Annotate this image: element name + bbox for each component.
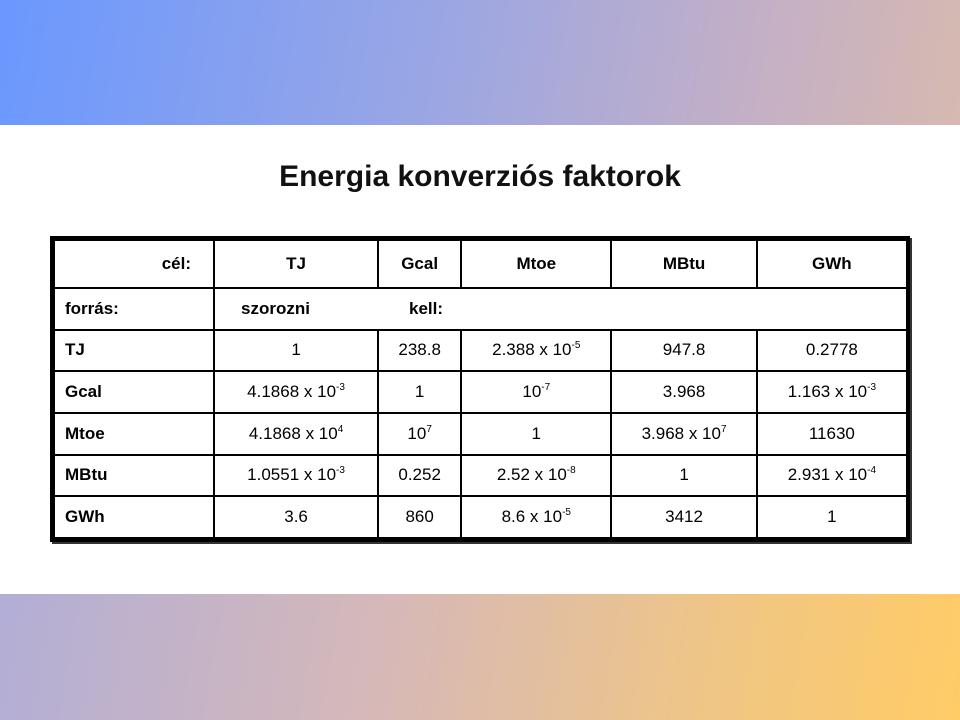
cell-exponent: -7 bbox=[541, 382, 551, 394]
table-cell bbox=[214, 413, 378, 455]
table-cell bbox=[378, 413, 461, 455]
table-row bbox=[54, 330, 907, 372]
cell-exponent: -4 bbox=[867, 465, 877, 477]
table-row bbox=[54, 413, 907, 455]
cell-value: 1.0551 x 10 bbox=[247, 465, 337, 485]
table-cell bbox=[757, 496, 907, 538]
table-cell bbox=[757, 371, 907, 413]
row-label-cell: GWh bbox=[54, 496, 214, 538]
table-cell bbox=[378, 455, 461, 497]
cell-value: 1 bbox=[679, 465, 689, 485]
header-cell-gcal: Gcal bbox=[378, 240, 461, 288]
header-cell-mbtu: MBtu bbox=[611, 240, 756, 288]
header-cell-gwh: GWh bbox=[757, 240, 907, 288]
cell-value: 2.388 x 10 bbox=[492, 340, 572, 360]
table-cell bbox=[757, 455, 907, 497]
cell-exponent: -3 bbox=[336, 465, 345, 477]
cell-value: 2.931 x 10 bbox=[787, 465, 868, 485]
table-cell bbox=[461, 455, 611, 497]
table-cell bbox=[214, 330, 378, 372]
cell-value: 238.8 bbox=[398, 340, 441, 360]
cell-exponent: 4 bbox=[337, 423, 344, 435]
cell-value: 1 bbox=[827, 507, 837, 527]
conversion-table-grid bbox=[53, 239, 908, 539]
cell-value: 1 bbox=[414, 382, 425, 402]
cell-value: 3.6 bbox=[284, 507, 308, 527]
table-cell bbox=[611, 496, 756, 538]
bottom-gradient-band bbox=[0, 594, 960, 720]
table-cell bbox=[461, 413, 611, 455]
header-cell-mtoe: Mtoe bbox=[461, 240, 611, 288]
cell-value: 10 bbox=[522, 382, 542, 402]
top-gradient-band bbox=[0, 0, 960, 125]
cell-value: 1.163 x 10 bbox=[787, 382, 868, 402]
table-cell bbox=[611, 371, 756, 413]
table-subheader-row bbox=[54, 288, 907, 330]
table-cell bbox=[461, 371, 611, 413]
cell-value: 11630 bbox=[808, 423, 855, 443]
table-cell bbox=[214, 455, 378, 497]
cell-value: 3412 bbox=[665, 507, 703, 527]
cell-value: 3.968 x 10 bbox=[641, 423, 721, 443]
cell-value: 0.252 bbox=[398, 465, 441, 485]
table-cell bbox=[378, 496, 461, 538]
slide-content bbox=[20, 130, 940, 585]
table-header-row bbox=[54, 240, 907, 288]
cell-value: 860 bbox=[405, 507, 434, 527]
table-cell bbox=[757, 330, 907, 372]
cell-value: 1 bbox=[291, 340, 301, 360]
subheader-instruction-cell bbox=[214, 288, 907, 330]
cell-value: 4.1868 x 10 bbox=[248, 423, 338, 443]
table-cell bbox=[461, 496, 611, 538]
table-cell bbox=[611, 413, 756, 455]
slide-title: Energia konverziós faktorok bbox=[279, 160, 681, 193]
cell-exponent: -5 bbox=[571, 340, 581, 352]
cell-exponent: -8 bbox=[566, 465, 576, 477]
table-cell bbox=[378, 371, 461, 413]
cell-value: 4.1868 x 10 bbox=[247, 382, 337, 402]
row-label-cell: Mtoe bbox=[54, 413, 214, 455]
table-cell bbox=[214, 371, 378, 413]
row-label-cell: MBtu bbox=[54, 455, 214, 497]
cell-exponent: 7 bbox=[720, 423, 727, 435]
subheader-label-cell: forrás: bbox=[54, 288, 214, 330]
cell-value: 0.2778 bbox=[805, 340, 858, 360]
table-cell bbox=[378, 330, 461, 372]
conversion-table bbox=[50, 236, 910, 542]
table-row bbox=[54, 455, 907, 497]
cell-value: 10 bbox=[407, 423, 427, 443]
subheader-word-need: kell: bbox=[409, 298, 444, 318]
cell-exponent: -3 bbox=[867, 382, 877, 394]
cell-value: 2.52 x 10 bbox=[496, 465, 567, 485]
cell-exponent: -5 bbox=[562, 507, 571, 519]
header-corner-cell: cél: bbox=[54, 240, 214, 288]
row-label-cell: Gcal bbox=[54, 371, 214, 413]
cell-exponent: -3 bbox=[336, 382, 345, 394]
cell-value: 3.968 bbox=[662, 382, 706, 402]
table-cell bbox=[611, 330, 756, 372]
cell-exponent: 7 bbox=[426, 423, 432, 435]
cell-value: 947.8 bbox=[662, 340, 706, 360]
table-cell bbox=[757, 413, 907, 455]
table-row bbox=[54, 371, 907, 413]
cell-value: 8.6 x 10 bbox=[501, 507, 563, 527]
row-label-cell: TJ bbox=[54, 330, 214, 372]
table-cell bbox=[214, 496, 378, 538]
table-row bbox=[54, 496, 907, 538]
table-cell bbox=[461, 330, 611, 372]
subheader-word-multiply: szorozni bbox=[241, 298, 310, 318]
cell-value: 1 bbox=[531, 423, 541, 443]
table-cell bbox=[611, 455, 756, 497]
table-body bbox=[54, 330, 907, 538]
header-cell-tj: TJ bbox=[214, 240, 378, 288]
